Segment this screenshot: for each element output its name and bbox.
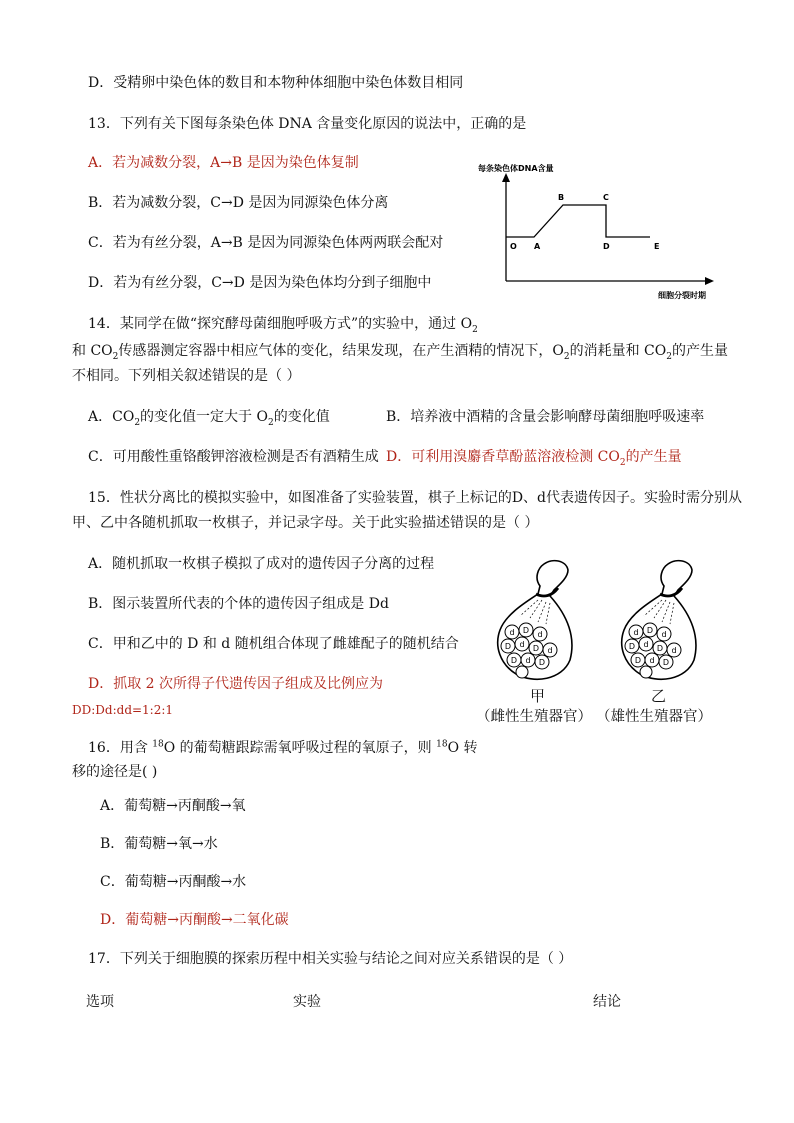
graph-point-o: O (510, 242, 517, 251)
graph-point-e: E (654, 242, 660, 251)
q16-option-c: C．葡萄糖→丙酮酸→水 (100, 874, 247, 890)
graph-curve (506, 205, 650, 237)
bag-yi-caption: （雄性生殖器官） (596, 709, 712, 725)
q15-stem-line2: 甲、乙中各随机抓取一枚棋子，并记录字母。关于此实验描述错误的是（ ） (72, 515, 539, 531)
q14-stem-line3: 不相同。下列相关叙述错误的是（ ） (72, 368, 301, 384)
q13-option-a: A．若为减数分裂，A→B 是因为染色体复制 (88, 155, 359, 171)
q14-option-c: C．可用酸性重铬酸钾溶液检测是否有酒精生成 (88, 449, 379, 465)
graph-point-a: A (534, 242, 541, 251)
q17-header-option: 选项 (86, 994, 114, 1010)
bag-jia-caption: （雌性生殖器官） (476, 709, 592, 725)
q17-header-conclusion: 结论 (593, 994, 621, 1010)
q16-stem-line1: 16．用含 $^{18}$O 的葡萄糖跟踪需氧呼吸过程的氧原子，则 $^{18}$O 转 (88, 739, 478, 756)
q13-stem: 13．下列有关下图每条染色体 DNA 含量变化原因的说法中，正确的是 (88, 116, 527, 132)
q17-stem: 17．下列关于细胞膜的探索历程中相关实验与结论之间对应关系错误的是（ ） (88, 951, 573, 967)
q17-header-experiment: 实验 (293, 994, 321, 1010)
q16-option-b: B．葡萄糖→氧→水 (100, 836, 218, 852)
bag-yi-label: 乙 (651, 687, 667, 705)
q15-option-b: B．图示装置所代表的个体的遗传因子组成是 Dd (88, 596, 389, 612)
graph-y-arrow (502, 173, 510, 182)
q14-stem-line2: 和 $CO_2$传感器测定容器中相应气体的变化，结果发现，在产生酒精的情况下，$O_2$的消耗量和 $CO_2$的产生量 (72, 343, 728, 362)
q14-stem-line1: 14．某同学在做“探究酵母菌细胞呼吸方式”的实验中，通过 $O_2$ (88, 316, 478, 335)
bag-jia-label: 甲 (530, 687, 546, 705)
q12-option-d: D．受精卵中染色体的数目和本物种体细胞中染色体数目相同 (88, 75, 464, 91)
q14-option-b: B．培养液中酒精的含量会影响酵母菌细胞呼吸速率 (386, 409, 705, 425)
q15-stem-line1: 15．性状分离比的模拟实验中，如图准备了实验装置，棋子上标记的D、d代表遗传因子。实验时需分别从 (88, 490, 742, 506)
graph-point-c: C (603, 193, 609, 202)
graph-x-arrow (705, 277, 714, 285)
bag-figure (478, 556, 728, 686)
q16-stem-line2: 移的途径是( ) (72, 764, 158, 780)
graph-ylabel: 每条染色体DNA含量 (478, 164, 554, 173)
q14-option-a: A．$CO_2$的变化值一定大于 $O_2$的变化值 (88, 409, 330, 428)
graph-point-d: D (603, 242, 610, 251)
dna-content-graph (470, 155, 730, 305)
q15-option-a: A．随机抓取一枚棋子模拟了成对的遗传因子分离的过程 (88, 556, 435, 572)
q15-option-d: D．抓取 2 次所得子代遗传因子组成及比例应为 (88, 676, 384, 692)
q14-option-d: D．可利用溴麝香草酚蓝溶液检测 $CO_2$的产生量 (386, 449, 682, 468)
graph-point-b: B (558, 193, 565, 202)
q13-option-c: C．若为有丝分裂，A→B 是因为同源染色体两两联会配对 (88, 235, 444, 251)
q13-option-b: B．若为减数分裂，C→D 是因为同源染色体分离 (88, 195, 389, 211)
bag-jia (498, 561, 572, 680)
q16-option-a: A．葡萄糖→丙酮酸→氧 (100, 798, 246, 814)
bag-yi (622, 561, 696, 680)
q15-option-c: C．甲和乙中的 D 和 d 随机组合体现了雌雄配子的随机结合 (88, 636, 459, 652)
graph-xlabel: 细胞分裂时期 (658, 291, 706, 300)
q15-option-d-ratio: DD:Dd:dd=1:2:1 (72, 703, 174, 717)
q16-option-d: D．葡萄糖→丙酮酸→二氧化碳 (100, 912, 289, 928)
q13-option-d: D．若为有丝分裂，C→D 是因为染色体均分到子细胞中 (88, 275, 432, 291)
